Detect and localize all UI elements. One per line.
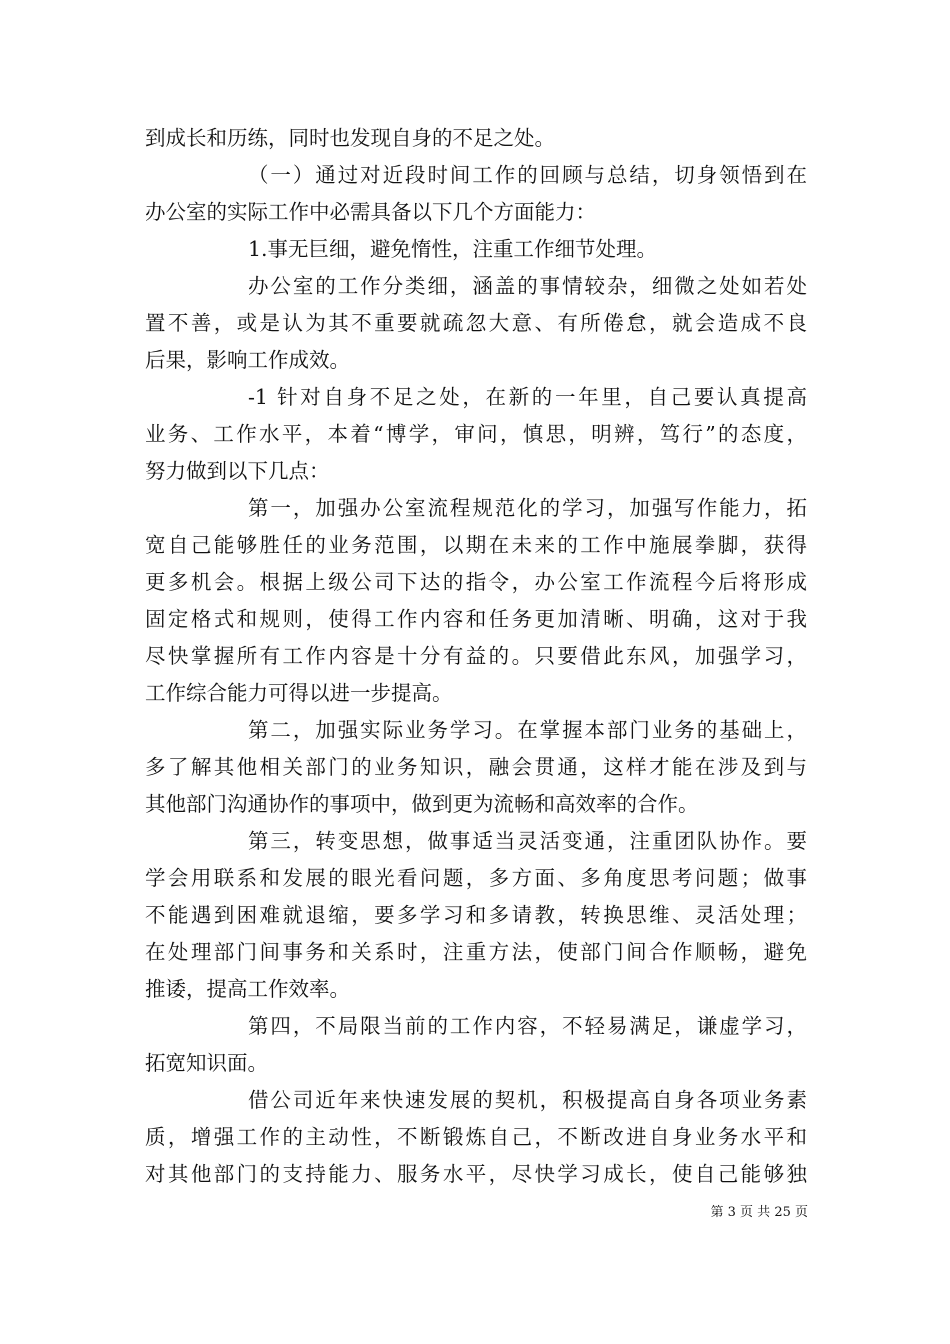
text-line: 在处理部门间事务和关系时，注重方法，使部门间合作顺畅，避免: [145, 940, 807, 964]
text-line: 后果，影响工作成效。: [145, 348, 350, 372]
text-line: 对其他部门的支持能力、服务水平，尽快学习成长，使自己能够独: [145, 1162, 807, 1186]
text-line: 努力做到以下几点：: [145, 459, 330, 483]
text-line: 宽自己能够胜任的业务范围，以期在未来的工作中施展拳脚，获得: [145, 533, 807, 557]
text-line: 推诿，提高工作效率。: [145, 977, 350, 1001]
text-line: 第二，加强实际业务学习。在掌握本部门业务的基础上，: [248, 718, 807, 742]
text-line: 借公司近年来快速发展的契机，积极提高自身各项业务素: [248, 1088, 807, 1112]
text-line: 第四，不局限当前的工作内容，不轻易满足，谦虚学习，: [248, 1014, 807, 1038]
text-line: 工作综合能力可得以进一步提高。: [145, 681, 453, 705]
text-line: -1 针对自身不足之处，在新的一年里，自己要认真提高: [248, 385, 807, 409]
text-line: 更多机会。根据上级公司下达的指令，办公室工作流程今后将形成: [145, 570, 807, 594]
text-line: （一）通过对近段时间工作的回顾与总结，切身领悟到在: [248, 163, 807, 187]
text-line: 多了解其他相关部门的业务知识，融会贯通，这样才能在涉及到与: [145, 755, 807, 779]
text-line: 固定格式和规则，使得工作内容和任务更加清晰、明确，这对于我: [145, 607, 807, 631]
text-line: 办公室的实际工作中必需具备以下几个方面能力：: [145, 200, 596, 224]
text-line: 拓宽知识面。: [145, 1051, 268, 1075]
text-line: 不能遇到困难就退缩，要多学习和多请教，转换思维、灵活处理；: [145, 903, 807, 927]
text-line: 第一，加强办公室流程规范化的学习，加强写作能力，拓: [248, 496, 807, 520]
text-line: 其他部门沟通协作的事项中，做到更为流畅和高效率的合作。: [145, 792, 699, 816]
text-line: 到成长和历练，同时也发现自身的不足之处。: [145, 126, 555, 150]
text-line: 尽快掌握所有工作内容是十分有益的。只要借此东风，加强学习，: [145, 644, 807, 668]
text-line: 置不善，或是认为其不重要就疏忽大意、有所倦怠，就会造成不良: [145, 311, 807, 335]
body-text: [145, 120, 807, 1193]
text-line: 办公室的工作分类细，涵盖的事情较杂，细微之处如若处: [248, 274, 807, 298]
text-line: 学会用联系和发展的眼光看问题，多方面、多角度思考问题；做事: [145, 866, 807, 890]
text-line: 1.事无巨细，避免惰性，注重工作细节处理。: [248, 237, 658, 261]
page-number: 第 3 页 共 25 页: [710, 1205, 808, 1220]
text-line: 第三，转变思想，做事适当灵活变通，注重团队协作。要: [248, 829, 807, 853]
text-line: 质，增强工作的主动性，不断锻炼自己，不断改进自身业务水平和: [145, 1125, 807, 1149]
text-line: 业务、工作水平，本着“博学，审问，慎思，明辨，笃行”的态度，: [145, 422, 807, 446]
